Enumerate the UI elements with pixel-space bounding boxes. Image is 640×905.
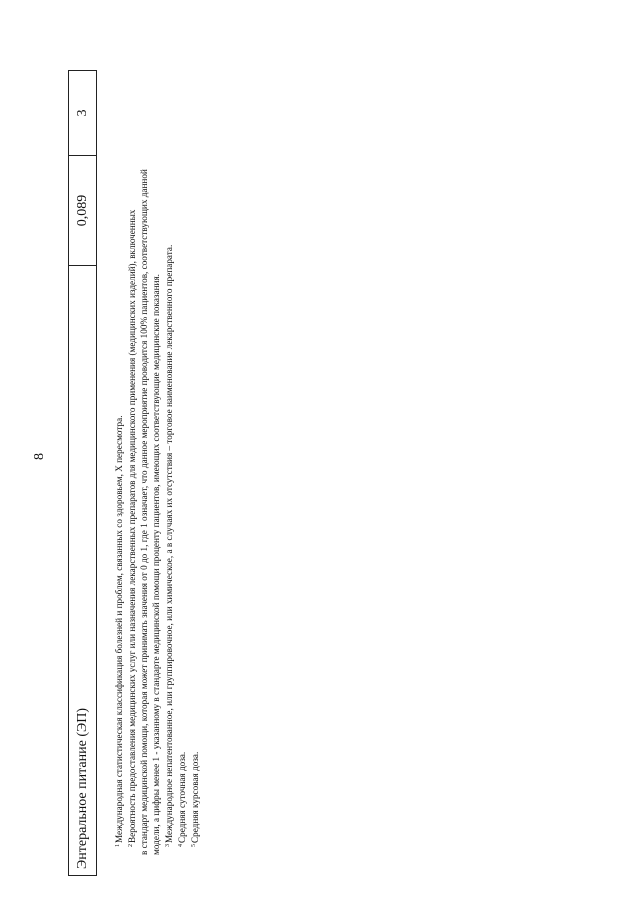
footnote-text: в стандарт медицинской помощи, которая может принимать значения от 0 до 1, где 1 означает, что данное мероприятие проводится 100% пациентов, соответствующих данной (139, 169, 149, 855)
footnote-text: Международное непатентованное, или группировочное, или химическое, а в случаях их отсутствия – торговое наименование лекарственного препарата. (164, 244, 174, 843)
footnote-mark: 4 (178, 844, 184, 847)
footnote-mark: 2 (128, 844, 134, 847)
footnote-text: Средняя суточная доза. (177, 751, 187, 843)
footnote-2-continued (138, 61, 150, 855)
footnote-mark: 5 (191, 844, 197, 847)
footnote-5 (188, 61, 201, 847)
footnote-text: Международная статистическая классификация болезней и проблем, связанных со здоровьем, X пересмотра. (114, 415, 124, 843)
footnote-mark: 3 (165, 844, 171, 847)
footnote-text: модели, а цифры менее 1 - указанному в стандарте медицинской помощи проценту пациентов, имеющих соответствующие медицинские показания. (151, 274, 161, 855)
footnote-text: Средняя курсовая доза. (190, 751, 200, 843)
service-table (68, 70, 97, 876)
footnote-text: Вероятность предоставления медицинских услуг или назначения лекарственных препаратов для медицинского применения (медицинских изделий), включенных (127, 209, 137, 843)
footnote-4 (175, 61, 188, 847)
page-number: 8 (32, 453, 47, 460)
frequency-cell: 0,089 (69, 156, 97, 266)
footnote-1 (112, 61, 125, 847)
count-cell: 3 (69, 71, 97, 156)
table-row (69, 71, 97, 876)
footnote-2 (125, 61, 138, 847)
footnote-2-continued (150, 61, 162, 855)
service-name-cell: Энтеральное питание (ЭП) (69, 266, 97, 876)
footnote-mark: 1 (115, 844, 121, 847)
footnote-3 (162, 61, 175, 847)
footnotes (112, 61, 201, 855)
